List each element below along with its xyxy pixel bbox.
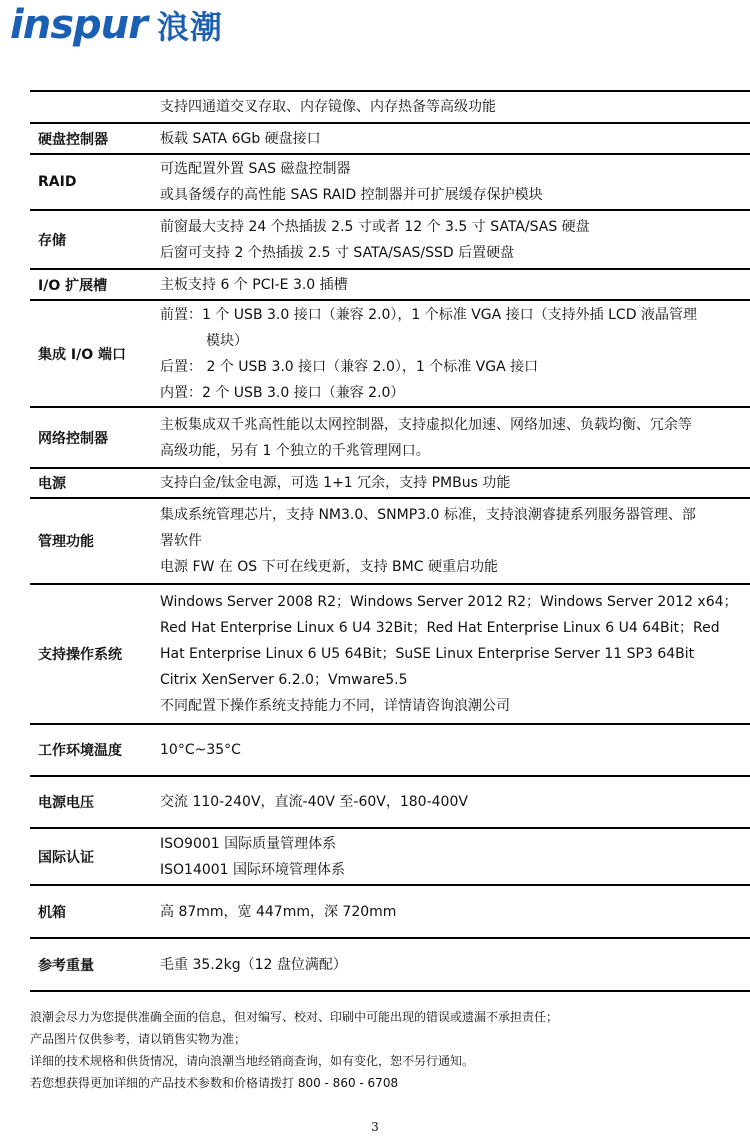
spec-row-os-support: [30, 584, 750, 724]
spec-row-network: [30, 407, 750, 468]
spec-label: 电源: [38, 476, 66, 492]
spec-value: [152, 938, 750, 991]
inspur-logo: [10, 0, 223, 50]
spec-value: [152, 210, 750, 269]
note-line: 若您想获得更加详细的产品技术参数和价格请拨打 800 - 860 - 6708: [30, 1076, 399, 1090]
spec-row-chassis: [30, 885, 750, 938]
disclaimer-notes: [30, 1006, 745, 1094]
spec-label: 存储: [38, 232, 66, 249]
spec-line: Citrix XenServer 6.2.0；Vmware5.5: [160, 672, 408, 688]
spec-row-voltage: [30, 776, 750, 828]
spec-row-certification: [30, 828, 750, 885]
spec-row-disk-controller: [30, 123, 750, 154]
note-line: 浪潮会尽力为您提供准确全面的信息，但对编写、校对、印刷中可能出现的错误或遗漏不承担责任；: [30, 1010, 559, 1024]
spec-line: 内置：2 个 USB 3.0 接口（兼容 2.0）: [160, 384, 405, 401]
brand-name-en: inspur: [10, 2, 147, 48]
spec-line: 不同配置下操作系统支持能力不同，详情请咨询浪潮公司: [160, 698, 510, 714]
spec-label: 管理功能: [38, 534, 94, 550]
spec-label: 机箱: [38, 904, 66, 921]
spec-label: 支持操作系统: [38, 647, 122, 663]
spec-value: [152, 468, 750, 498]
spec-line: 电源 FW 在 OS 下可在线更新，支持 BMC 硬重启功能: [160, 559, 498, 575]
spec-label: 参考重量: [38, 957, 94, 974]
spec-value: [152, 154, 750, 210]
spec-line: 后窗可支持 2 个热插拔 2.5 寸 SATA/SAS/SSD 后置硬盘: [160, 244, 515, 261]
spec-line: 署软件: [160, 533, 202, 549]
note-line: 产品图片仅供参考，请以销售实物为准；: [30, 1032, 247, 1046]
spec-value: [152, 498, 750, 584]
spec-value: [152, 123, 750, 154]
spec-value: [152, 724, 750, 776]
spec-label: 硬盘控制器: [38, 131, 108, 148]
spec-line: 主板支持 6 个 PCI-E 3.0 插槽: [160, 276, 348, 293]
spec-label: RAID: [38, 174, 77, 190]
spec-line: 或具备缓存的高性能 SAS RAID 控制器并可扩展缓存保护模块: [160, 187, 543, 203]
spec-row-power: [30, 468, 750, 498]
spec-line: 前窗最大支持 24 个热插拔 2.5 寸或者 12 个 3.5 寸 SATA/SAS 硬盘: [160, 218, 590, 235]
spec-line: 模块）: [206, 332, 248, 349]
note-line: 详细的技术规格和供货情况，请向浪潮当地经销商查询，如有变化，恕不另行通知。: [30, 1054, 475, 1068]
spec-label: I/O 扩展槽: [38, 277, 108, 294]
spec-line: Windows Server 2008 R2；Windows Server 2012 R2；Windows Server 2012 x64；: [160, 594, 738, 610]
spec-value: [152, 828, 750, 885]
spec-label: 工作环境温度: [38, 743, 122, 759]
spec-line: 支持白金/钛金电源，可选 1+1 冗余，支持 PMBus 功能: [160, 475, 511, 491]
spec-line: 后置： 2 个 USB 3.0 接口（兼容 2.0），1 个标准 VGA 接口: [160, 358, 539, 375]
spec-table: [30, 90, 750, 992]
spec-label: 网络控制器: [38, 430, 108, 447]
spec-line: Red Hat Enterprise Linux 6 U4 32Bit；Red Hat Enterprise Linux 6 U4 64Bit；Red: [160, 620, 720, 636]
page-number: 3: [371, 1120, 379, 1134]
spec-line: 毛重 35.2kg（12 盘位满配）: [160, 956, 347, 973]
spec-value: [152, 91, 750, 123]
spec-line: 板载 SATA 6Gb 硬盘接口: [160, 130, 321, 147]
spec-row-storage: [30, 210, 750, 269]
spec-line: 高级功能，另有 1 个独立的千兆管理网口。: [160, 442, 430, 459]
spec-value: [152, 300, 750, 407]
spec-line: 可选配置外置 SAS 磁盘控制器: [160, 161, 351, 177]
spec-row-raid: [30, 154, 750, 210]
spec-line: 支持四通道交叉存取、内存镜像、内存热备等高级功能: [160, 99, 496, 115]
spec-value: [152, 407, 750, 468]
spec-row-memory: [30, 91, 750, 123]
spec-row-temperature: [30, 724, 750, 776]
spec-line: 10°C~35°C: [160, 742, 241, 758]
spec-value: [152, 885, 750, 938]
brand-name-cn: 浪潮: [156, 8, 223, 46]
spec-row-io-ports: [30, 300, 750, 407]
spec-row-management: [30, 498, 750, 584]
spec-line: ISO14001 国际环境管理体系: [160, 861, 346, 878]
spec-line: 主板集成双千兆高性能以太网控制器，支持虚拟化加速、网络加速、负载均衡、冗余等: [160, 416, 692, 433]
spec-value: [152, 269, 750, 300]
spec-label: 集成 I/O 端口: [38, 346, 126, 363]
spec-label: 电源电压: [38, 795, 94, 811]
spec-row-io-slots: [30, 269, 750, 300]
spec-line: 高 87mm，宽 447mm，深 720mm: [160, 903, 397, 920]
spec-label: 国际认证: [38, 849, 94, 866]
spec-row-weight: [30, 938, 750, 991]
spec-line: 集成系统管理芯片，支持 NM3.0、SNMP3.0 标准，支持浪潮睿捷系列服务器管理、部: [160, 507, 696, 523]
spec-label: [30, 91, 152, 123]
spec-line: ISO9001 国际质量管理体系: [160, 835, 337, 852]
spec-value: [152, 584, 750, 724]
spec-line: 交流 110-240V，直流-40V 至-60V，180-400V: [160, 794, 468, 810]
spec-line: Hat Enterprise Linux 6 U5 64Bit；SuSE Linux Enterprise Server 11 SP3 64Bit: [160, 646, 695, 662]
spec-value: [152, 776, 750, 828]
spec-line: 前置：1 个 USB 3.0 接口（兼容 2.0），1 个标准 VGA 接口（支持外插 LCD 液晶管理: [160, 306, 697, 323]
